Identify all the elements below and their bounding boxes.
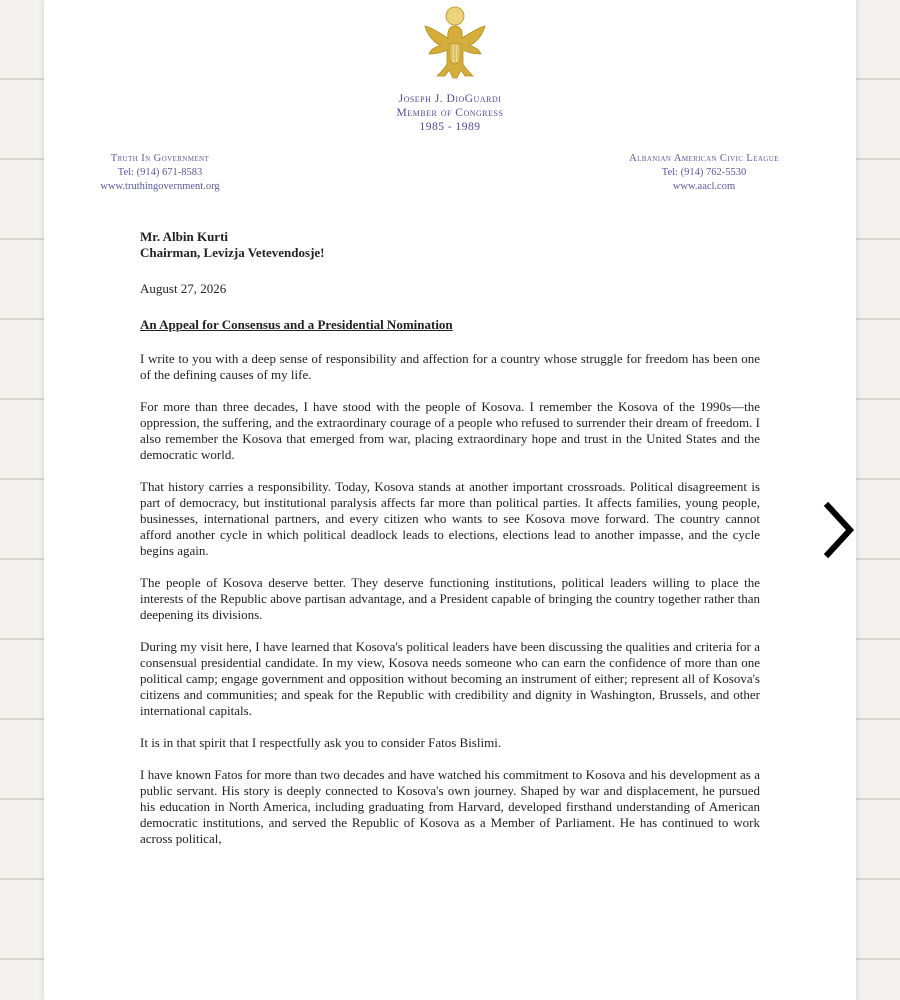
paragraph-7: I have known Fatos for more than two decades and have watched his commitment to Kosova and his development as a public servant. His story is deeply connected to Kosova's own journey. Shaped by war and displacement, he pursued his education in North America, including graduating from Harvard, developed firsthand understanding of American democratic institutions, and served the Republic of Kosova as a Member of Parliament. He has continued to work across political, xyxy=(140,767,760,846)
letterhead-name: Joseph J. DioGuardi xyxy=(398,93,502,105)
left-tel: Tel: (914) 671-8583 xyxy=(117,167,203,178)
recipient-block xyxy=(140,229,760,261)
right-tel: Tel: (914) 762-5530 xyxy=(661,167,747,178)
letter-body xyxy=(140,229,760,863)
letterhead-left xyxy=(80,152,240,194)
paragraph-2: For more than three decades, I have stood with the people of Kosova. I remember the Kosova of the 1990s—the oppression, the suffering, and the extraordinary courage of a people who refused to surrender their dream of freedom. I also remember the Kosova that emerged from war, placing extraordinary hope and trust in the United States and the democratic world. xyxy=(140,399,760,462)
letterhead-right xyxy=(614,152,794,194)
letter-date: August 27, 2026 xyxy=(140,281,227,296)
left-org: Truth In Government xyxy=(110,153,210,164)
letterhead-center xyxy=(44,92,856,134)
paragraph-6: It is in that spirit that I respectfully ask you to consider Fatos Bislimi. xyxy=(140,735,502,750)
paragraph-3: That history carries a responsibility. Today, Kosova stands at another important crossroads. Political disagreement is part of democracy, but institutional paralysis affects far more than political parties. It affects families, young people, businesses, international partners, and every citizen who wants to see Kosova move forward. The country cannot afford another cycle in which political deadlock leads to elections, elections lead to another impasse, and the cycle begins again. xyxy=(140,479,760,558)
letterhead-years: 1985 - 1989 xyxy=(419,121,481,133)
right-org: Albanian American Civic League xyxy=(629,153,779,164)
letterhead-role: Member of Congress xyxy=(396,107,504,119)
right-web: www.aacl.com xyxy=(672,181,736,192)
letter-page xyxy=(44,0,856,1000)
recipient-name: Mr. Albin Kurti xyxy=(140,229,229,244)
paragraph-5: During my visit here, I have learned that Kosova's political leaders have been discussing the qualities and criteria for a consensual presidential candidate. In my view, Kosova needs someone who can earn the confidence of more than one political camp; engage government and opposition without becoming an instrument of either; represent all of Kosova's citizens and communities; and speak for the Republic with credibility and dignity in Washington, Brussels, and other international capitals. xyxy=(140,639,760,718)
next-page-button[interactable] xyxy=(818,500,862,560)
letter-subject: An Appeal for Consensus and a Presidential Nomination xyxy=(140,317,453,332)
eagle-seal-icon xyxy=(419,4,491,90)
paragraph-1: I write to you with a deep sense of responsibility and affection for a country whose struggle for freedom has been one of the defining causes of my life. xyxy=(140,351,760,382)
left-web: www.truthingovernment.org xyxy=(100,181,220,192)
chevron-right-icon xyxy=(818,500,862,560)
recipient-title: Chairman, Levizja Vetevendosje! xyxy=(140,245,325,260)
paragraph-4: The people of Kosova deserve better. They deserve functioning institutions, political leaders willing to place the interests of the Republic above partisan advantage, and a President capable of bringing the country together rather than deepening its divisions. xyxy=(140,575,760,622)
